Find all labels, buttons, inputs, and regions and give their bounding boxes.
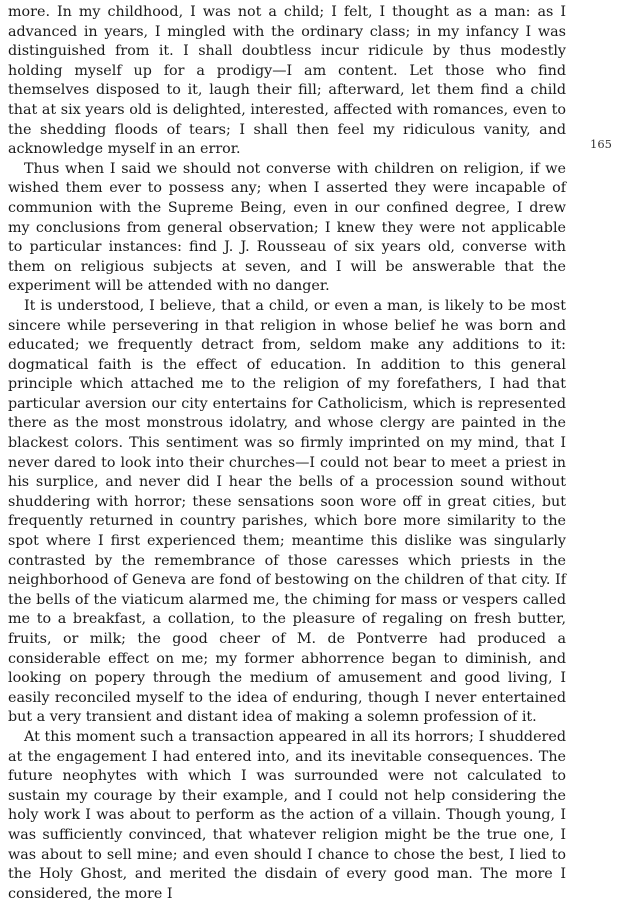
paragraph-religion-children: Thus when I said we should not converse with children on religion, if we wished them ever to possess any; when I asserted they were incapable of communion with the Supreme Being, even in our confined degree, I drew my conclusions from general observation; I knew they were not applicable to particular instances: find J. J. Rousseau of six years old, converse with them on religious subjects at seven, and I will be answerable that the experiment will be attended with no danger. — [8, 160, 566, 295]
page-number: 165 — [590, 137, 612, 151]
body-text — [8, 3, 566, 904]
paragraph-continuation: more. In my childhood, I was not a child; I felt, I thought as a man: as I advanced in years, I mingled with the ordinary class; in my infancy I was distinguished from it. I shall doubtless incur ridicule by thus modestly holding myself up for a prodigy—I am content. Let those who find themselves disposed to it, laugh their fill; afterward, let them find a child that at six years old is delighted, interested, affected with romances, even to the shedding floods of tears; I shall then feel my ridiculous vanity, and acknowledge myself in an error. — [8, 4, 566, 158]
paragraph-education-faith: It is understood, I believe, that a child, or even a man, is likely to be most sincere while persevering in that religion in whose belief he was born and educated; we frequently detract from, seldom make any additions to it: dogmatical faith is the effect of education. In addition to this general principle which attached me to the religion of my forefathers, I had that particular aversion our city entertains for Catholicism, which is represented there as the most monstrous idolatry, and whose clergy are painted in the blackest colors. This sentiment was so firmly imprinted on my mind, that I never dared to look into their churches—I could not bear to meet a priest in his surplice, and never did I hear the bells of a procession sound without shuddering with horror; these sensations soon wore off in great cities, but frequently returned in country parishes, which bore more similarity to the spot where I first experienced them; meantime this dislike was singularly contrasted by the remembrance of those caresses which priests in the neighborhood of Geneva are fond of bestowing on the children of that city. If the bells of the viaticum alarmed me, the chiming for mass or vespers called me to a breakfast, a collation, to the pleasure of regaling on fresh butter, fruits, or milk; the good cheer of M. de Pontverre had produced a considerable effect on me; my former abhorrence began to diminish, and looking on popery through the medium of amusement and good living, I easily reconciled myself to the idea of enduring, though I never entertained but a very transient and distant idea of making a solemn profession of it. — [8, 297, 566, 726]
paragraph-transaction-horrors: At this moment such a transaction appeared in all its horrors; I shuddered at the engagement I had entered into, and its inevitable consequences. The future neophytes with which I was surrounded were not calculated to sustain my courage by their example, and I could not help considering the holy work I was about to perform as the action of a villain. Though young, I was sufficiently convinced, that whatever religion might be the true one, I was about to sell mine; and even should I chance to chose the best, I lied to the Holy Ghost, and merited the disdain of every good man. The more I considered, the more I — [8, 728, 566, 902]
